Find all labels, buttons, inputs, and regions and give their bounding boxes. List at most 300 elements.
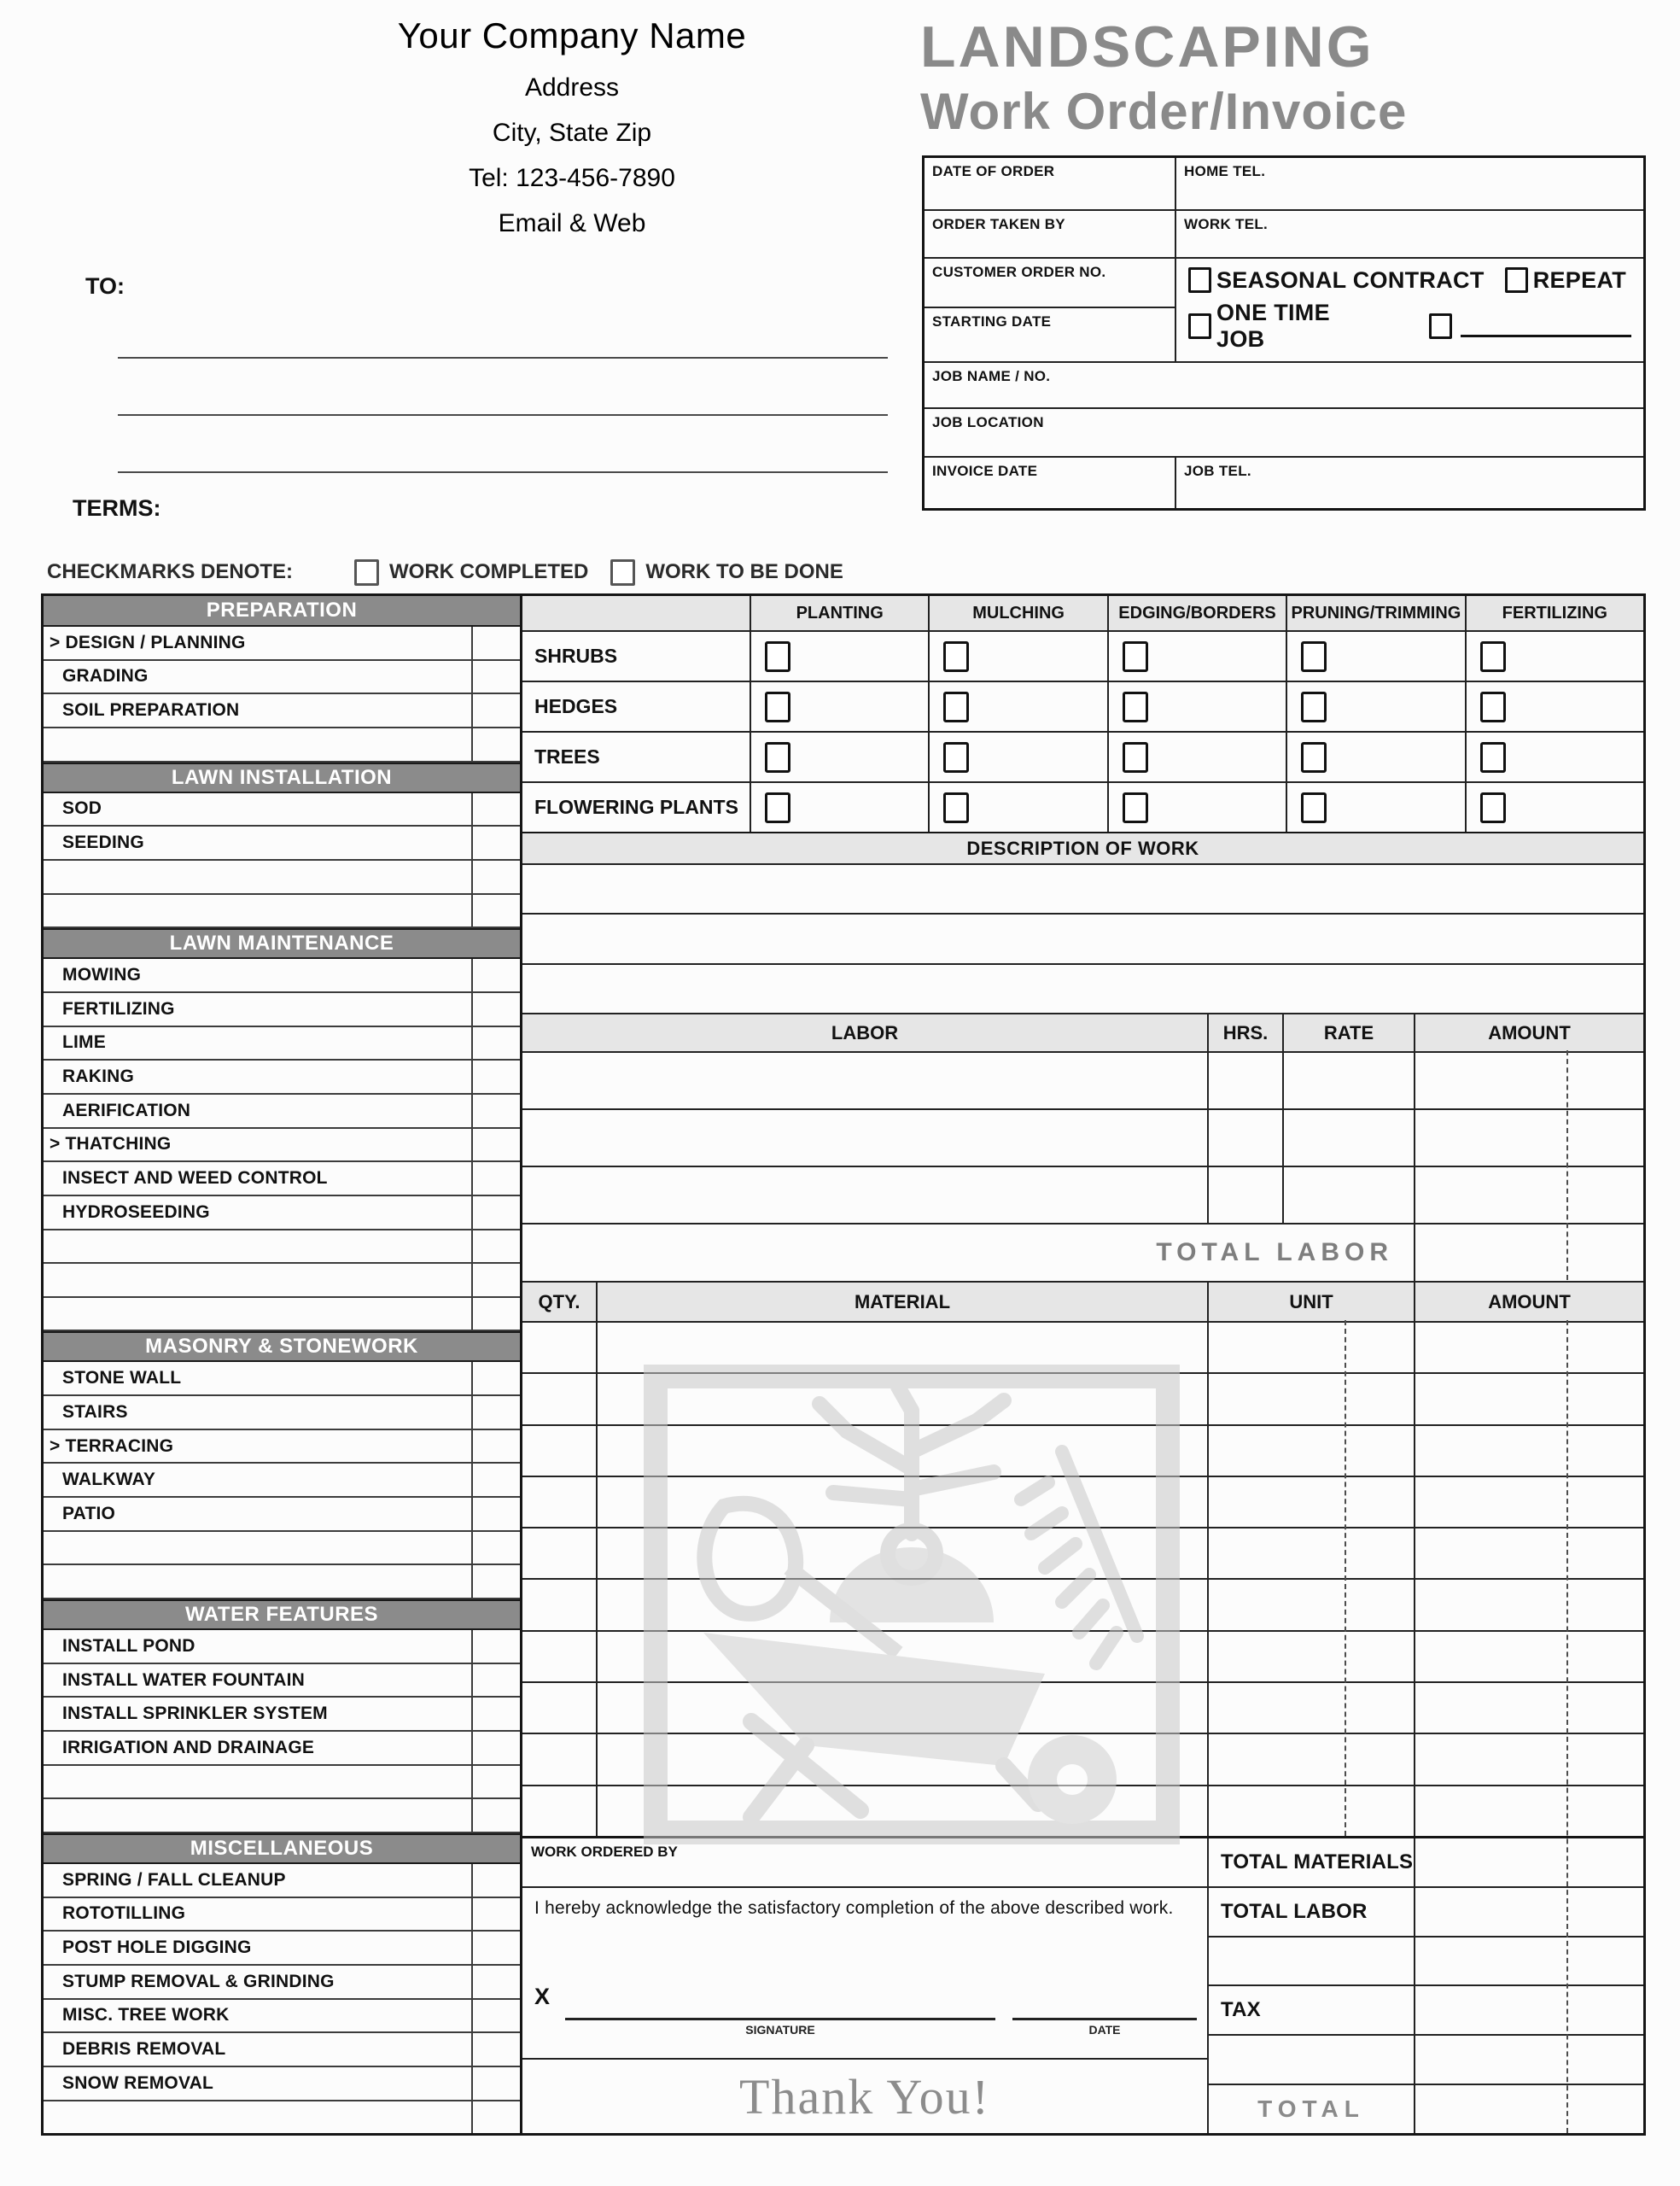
service-item-check-cell[interactable] [471, 1864, 520, 1897]
service-item-label [44, 1565, 471, 1598]
service-item-label [44, 728, 471, 761]
service-item-label: FERTILIZING [62, 998, 175, 1019]
total-label-tax: TAX [1209, 1986, 1415, 2034]
labor-amount-cell[interactable] [1415, 1167, 1643, 1223]
matrix-checkbox-trees-edging-borders[interactable] [1123, 742, 1148, 773]
matrix-row-label: HEDGES [522, 682, 751, 731]
service-item-row [44, 1230, 520, 1265]
hrs-cell[interactable] [1209, 1110, 1284, 1166]
total-labor-row [522, 1225, 1643, 1283]
service-item-label [44, 1298, 471, 1330]
labor-amount-cell[interactable] [1415, 1053, 1643, 1108]
rate-cell[interactable] [1284, 1053, 1415, 1108]
labor-amount-cell[interactable] [1415, 1110, 1643, 1166]
service-item-row [44, 1061, 520, 1095]
service-item-check-cell[interactable] [471, 1264, 520, 1296]
section-header-miscellaneous: MISCELLANEOUS [44, 1833, 520, 1864]
work-to-be-done-checkbox[interactable] [610, 559, 635, 586]
unit-cell[interactable] [1209, 1734, 1415, 1784]
company-name: Your Company Name [397, 15, 747, 56]
job-name-no-field[interactable]: JOB NAME / NO. [932, 367, 1051, 384]
service-item-row [44, 661, 520, 695]
unit-cell[interactable] [1209, 1683, 1415, 1733]
material-amount-cell[interactable] [1415, 1477, 1643, 1527]
service-item-check-cell[interactable] [471, 2067, 520, 2100]
total-labor-label: TOTAL LABOR [1156, 1238, 1393, 1266]
acknowledgment-cell [522, 1888, 1207, 2058]
service-item-row [44, 1630, 520, 1664]
service-item-row [44, 1698, 520, 1732]
material-amount-cell[interactable] [1415, 1426, 1643, 1476]
total-row [1209, 1838, 1643, 1888]
service-item-label: STONE WALL [62, 1368, 182, 1388]
unit-cell[interactable] [1209, 1580, 1415, 1629]
service-item-row [44, 959, 520, 993]
service-item-row [44, 1396, 520, 1430]
matrix-checkbox-hedges-mulching[interactable] [943, 692, 969, 722]
description-row[interactable] [522, 965, 1643, 1014]
service-item-check-cell[interactable] [471, 1396, 520, 1429]
service-item-row [44, 1162, 520, 1196]
matrix-checkbox-hedges-edging-borders[interactable] [1123, 692, 1148, 722]
section-header-masonry-stonework: MASONRY & STONEWORK [44, 1331, 520, 1362]
matrix-cell [930, 733, 1108, 781]
service-item-label [44, 2101, 471, 2134]
service-item-label [44, 1264, 471, 1296]
material-amount-cell[interactable] [1415, 1683, 1643, 1733]
matrix-cell [1109, 783, 1287, 832]
starting-date-field[interactable]: STARTING DATE [932, 313, 1052, 330]
section-header-lawn-maintenance: LAWN MAINTENANCE [44, 928, 520, 959]
matrix-cell [751, 682, 930, 731]
material-amount-cell[interactable] [1415, 1632, 1643, 1681]
company-address: Address [524, 73, 620, 102]
service-item-row [44, 1196, 520, 1230]
labor-header-row [522, 1014, 1643, 1053]
service-item-row [44, 2067, 520, 2101]
one-time-job-checkbox[interactable] [1188, 313, 1211, 339]
job-tel-field[interactable]: JOB TEL. [1184, 462, 1251, 479]
unit-cell[interactable] [1209, 1632, 1415, 1681]
service-item-row [44, 728, 520, 763]
service-item-check-cell[interactable] [471, 1430, 520, 1463]
service-item-label: SOIL PREPARATION [62, 700, 240, 721]
service-item-label: STAIRS [62, 1401, 128, 1422]
service-item-label: WALKWAY [62, 1470, 156, 1490]
total-amount-cell[interactable] [1415, 1888, 1643, 1936]
matrix-checkbox-flowering-plants-mulching[interactable] [943, 792, 969, 823]
material-amount-cell[interactable] [1415, 1528, 1643, 1578]
service-item-check-cell[interactable] [471, 1698, 520, 1730]
service-item-row [44, 895, 520, 929]
service-item-check-cell[interactable] [471, 661, 520, 693]
service-item-check-cell[interactable] [471, 1532, 520, 1564]
matrix-checkbox-flowering-plants-planting[interactable] [765, 792, 790, 823]
service-item-row [44, 861, 520, 895]
service-item-label: > TERRACING [50, 1435, 174, 1456]
hrs-column-header: HRS. [1209, 1014, 1284, 1051]
repeat-checkbox[interactable] [1505, 267, 1528, 293]
service-item-row [44, 2000, 520, 2034]
service-item-label: HYDROSEEDING [62, 1201, 210, 1222]
service-item-check-cell[interactable] [471, 793, 520, 826]
labor-row [522, 1110, 1643, 1167]
total-row [1209, 1888, 1643, 1938]
service-item-row [44, 2101, 520, 2134]
matrix-cell [1467, 733, 1643, 781]
service-item-check-cell[interactable] [471, 861, 520, 893]
matrix-checkbox-hedges-fertilizing[interactable] [1480, 692, 1506, 722]
service-item-label: INSECT AND WEED CONTROL [62, 1168, 328, 1189]
service-item-check-cell[interactable] [471, 1362, 520, 1394]
matrix-checkbox-shrubs-planting[interactable] [765, 641, 790, 672]
service-item-check-cell[interactable] [471, 1898, 520, 1931]
matrix-checkbox-shrubs-edging-borders[interactable] [1123, 641, 1148, 672]
work-tel-field[interactable]: WORK TEL. [1184, 216, 1269, 233]
service-item-check-cell[interactable] [471, 627, 520, 659]
total-label-empty [1209, 1938, 1415, 1985]
service-item-check-cell[interactable] [471, 1129, 520, 1161]
service-item-row [44, 1732, 520, 1766]
unit-cents-dashed-line [1345, 1320, 1346, 1836]
qty-cell[interactable] [522, 1528, 598, 1578]
service-item-label: LIME [62, 1032, 106, 1053]
footer-section [522, 1838, 1643, 2133]
service-item-label: > THATCHING [50, 1134, 172, 1154]
thank-you-message: Thank You! [522, 2058, 1207, 2133]
job-location-field[interactable]: JOB LOCATION [932, 413, 1044, 430]
matrix-cell [1109, 682, 1287, 731]
work-detail-table [520, 593, 1646, 2136]
service-item-row [44, 1664, 520, 1698]
qty-cell[interactable] [522, 1374, 598, 1423]
service-item-label: INSTALL POND [62, 1635, 195, 1656]
total-row [1209, 1986, 1643, 2036]
company-city-state-zip: City, State Zip [492, 119, 652, 147]
to-label: TO: [85, 273, 125, 299]
matrix-cell [930, 682, 1108, 731]
matrix-cell [1467, 632, 1643, 681]
section-header-water-features: WATER FEATURES [44, 1599, 520, 1630]
other-job-type-line[interactable] [1461, 315, 1631, 337]
work-ordered-by-field[interactable]: WORK ORDERED BY [522, 1838, 1207, 1888]
matrix-cell [1287, 682, 1466, 731]
matrix-cell [751, 783, 930, 832]
section-header-lawn-installation: LAWN INSTALLATION [44, 763, 520, 793]
labor-rows [522, 1053, 1643, 1225]
matrix-checkbox-flowering-plants-pruning-trimming[interactable] [1301, 792, 1327, 823]
description-row[interactable] [522, 865, 1643, 915]
other-job-type-checkbox[interactable] [1429, 313, 1452, 339]
total-amount-cell[interactable] [1415, 2085, 1643, 2133]
service-item-label: MISC. TREE WORK [62, 2005, 230, 2025]
amount-cents-dashed-line-labor [1566, 1050, 1568, 1280]
hrs-cell[interactable] [1209, 1167, 1284, 1223]
total-row [1209, 1938, 1643, 1987]
one-time-job-label: ONE TIME JOB [1216, 299, 1330, 352]
matrix-checkbox-trees-planting[interactable] [765, 742, 790, 773]
service-item-check-cell[interactable] [471, 2033, 520, 2066]
service-item-label: SEEDING [62, 833, 144, 853]
service-item-row [44, 1565, 520, 1599]
service-item-label [44, 895, 471, 927]
service-item-check-cell[interactable] [471, 1966, 520, 1998]
service-item-label: > DESIGN / PLANNING [50, 632, 246, 652]
matrix-checkbox-flowering-plants-fertilizing[interactable] [1480, 792, 1506, 823]
title-landscaping: LANDSCAPING [920, 15, 1374, 79]
rate-cell[interactable] [1284, 1110, 1415, 1166]
service-item-check-cell[interactable] [471, 2101, 520, 2134]
unit-cell[interactable] [1209, 1426, 1415, 1476]
total-row [1209, 2036, 1643, 2085]
service-item-label: SOD [62, 798, 102, 819]
home-tel-field[interactable]: HOME TEL. [1184, 163, 1266, 179]
service-item-row [44, 694, 520, 728]
service-item-label: POST HOLE DIGGING [62, 1938, 252, 1958]
service-item-check-cell[interactable] [471, 1464, 520, 1496]
qty-cell[interactable] [522, 1683, 598, 1733]
matrix-checkbox-shrubs-pruning-trimming[interactable] [1301, 641, 1327, 672]
matrix-checkbox-shrubs-mulching[interactable] [943, 641, 969, 672]
unit-cell[interactable] [1209, 1477, 1415, 1527]
labor-cell[interactable] [522, 1110, 1209, 1166]
matrix-checkbox-hedges-pruning-trimming[interactable] [1301, 692, 1327, 722]
totals-column [1209, 1838, 1643, 2133]
service-item-label [44, 861, 471, 893]
service-item-row [44, 793, 520, 827]
matrix-checkbox-trees-pruning-trimming[interactable] [1301, 742, 1327, 773]
matrix-column-header: FERTILIZING [1467, 596, 1643, 630]
total-label-total-labor: TOTAL LABOR [1209, 1888, 1415, 1936]
date-caption: DATE [1088, 2023, 1121, 2037]
qty-cell[interactable] [522, 1477, 598, 1527]
service-item-label: INSTALL SPRINKLER SYSTEM [62, 1704, 328, 1724]
service-item-check-cell[interactable] [471, 1230, 520, 1263]
material-amount-cell[interactable] [1415, 1374, 1643, 1423]
service-item-check-cell[interactable] [471, 959, 520, 991]
service-item-check-cell[interactable] [471, 1732, 520, 1764]
service-item-check-cell[interactable] [471, 1061, 520, 1093]
qty-cell[interactable] [522, 1734, 598, 1784]
matrix-checkbox-hedges-planting[interactable] [765, 692, 790, 722]
matrix-checkbox-trees-fertilizing[interactable] [1480, 742, 1506, 773]
matrix-row [522, 783, 1643, 833]
matrix-cell [1287, 783, 1466, 832]
service-item-check-cell[interactable] [471, 1565, 520, 1598]
service-item-label: PATIO [62, 1503, 116, 1523]
service-item-check-cell[interactable] [471, 2000, 520, 2032]
service-item-check-cell[interactable] [471, 1298, 520, 1330]
service-item-check-cell[interactable] [471, 1498, 520, 1530]
material-amount-cell[interactable] [1415, 1786, 1643, 1836]
matrix-column-header: PRUNING/TRIMMING [1287, 596, 1466, 630]
company-block [205, 15, 939, 246]
acknowledgment-text: I hereby acknowledge the satisfactory completion of the above described work. [534, 1898, 1174, 1918]
matrix-row-label: FLOWERING PLANTS [522, 783, 751, 832]
matrix-row-label: TREES [522, 733, 751, 781]
service-item-check-cell[interactable] [471, 728, 520, 761]
title-work-order-invoice: Work Order/Invoice [920, 83, 1408, 140]
service-item-label: DEBRIS REMOVAL [62, 2039, 226, 2060]
matrix-column-header: EDGING/BORDERS [1109, 596, 1287, 630]
total-label-empty [1209, 2036, 1415, 2084]
unit-cell[interactable] [1209, 1786, 1415, 1836]
service-checklist-table [41, 593, 522, 2136]
material-amount-cell[interactable] [1415, 1580, 1643, 1629]
unit-cell[interactable] [1209, 1323, 1415, 1372]
customer-order-no-field[interactable]: CUSTOMER ORDER NO. [925, 259, 1175, 308]
service-item-row [44, 1766, 520, 1800]
service-item-row [44, 1799, 520, 1833]
qty-cell[interactable] [522, 1786, 598, 1836]
service-item-check-cell[interactable] [471, 895, 520, 927]
seasonal-contract-label: SEASONAL CONTRACT [1216, 266, 1485, 293]
total-amount-cell[interactable] [1415, 1986, 1643, 2034]
service-item-row [44, 1532, 520, 1566]
total-labor-amount-cell[interactable] [1415, 1225, 1643, 1281]
qty-column-header: QTY. [522, 1283, 598, 1321]
service-item-row [44, 1498, 520, 1532]
order-taken-by-field[interactable]: ORDER TAKEN BY [925, 211, 1176, 257]
material-amount-cell[interactable] [1415, 1734, 1643, 1784]
service-item-row [44, 1966, 520, 2000]
work-completed-checkbox[interactable] [354, 559, 379, 586]
service-item-check-cell[interactable] [471, 993, 520, 1026]
matrix-column-header: PLANTING [751, 596, 930, 630]
service-item-check-cell[interactable] [471, 1027, 520, 1060]
service-item-check-cell[interactable] [471, 1932, 520, 1964]
matrix-cell [1467, 682, 1643, 731]
service-item-check-cell[interactable] [471, 1196, 520, 1229]
signature-x-label: X [534, 1984, 551, 2009]
service-item-check-cell[interactable] [471, 1799, 520, 1832]
matrix-cell [1287, 632, 1466, 681]
service-item-row [44, 1864, 520, 1898]
labor-row [522, 1167, 1643, 1225]
service-item-check-cell[interactable] [471, 1664, 520, 1697]
seasonal-contract-checkbox[interactable] [1188, 267, 1211, 293]
service-item-row [44, 993, 520, 1027]
matrix-header-row [522, 596, 1643, 632]
service-item-check-cell[interactable] [471, 1095, 520, 1127]
matrix-body [522, 632, 1643, 833]
invoice-date-field[interactable]: INVOICE DATE [925, 458, 1176, 508]
service-item-label: RAKING [62, 1067, 135, 1087]
rate-cell[interactable] [1284, 1167, 1415, 1223]
matrix-row [522, 632, 1643, 682]
matrix-cell [1287, 733, 1466, 781]
checkmarks-legend [47, 553, 843, 591]
service-item-check-cell[interactable] [471, 1162, 520, 1195]
to-address-line-2[interactable] [118, 414, 888, 416]
service-item-label [44, 1799, 471, 1832]
service-item-label: IRRIGATION AND DRAINAGE [62, 1737, 315, 1757]
service-item-check-cell[interactable] [471, 694, 520, 727]
unit-column-header: UNIT [1209, 1283, 1415, 1321]
matrix-row [522, 682, 1643, 733]
landscaping-logo-watermark [642, 1363, 1181, 1846]
matrix-row [522, 733, 1643, 783]
labor-column-header: LABOR [522, 1014, 1209, 1051]
service-item-row [44, 827, 520, 861]
document-title [920, 14, 1407, 141]
matrix-corner-cell [522, 596, 751, 630]
signature-date-line[interactable] [1012, 2018, 1197, 2020]
qty-cell[interactable] [522, 1323, 598, 1372]
total-amount-cell[interactable] [1415, 1938, 1643, 1985]
total-label-total-materials: TOTAL MATERIALS [1209, 1838, 1415, 1886]
description-rows [522, 865, 1643, 1014]
signature-line[interactable] [565, 2018, 995, 2020]
service-item-check-cell[interactable] [471, 1766, 520, 1798]
total-label-total: TOTAL [1209, 2085, 1415, 2133]
service-item-label: SNOW REMOVAL [62, 2072, 214, 2093]
service-item-label: STUMP REMOVAL & GRINDING [62, 1971, 335, 1991]
service-item-row [44, 1298, 520, 1332]
service-item-row [44, 627, 520, 661]
matrix-checkbox-shrubs-fertilizing[interactable] [1480, 641, 1506, 672]
qty-cell[interactable] [522, 1580, 598, 1629]
order-info-box [922, 155, 1646, 511]
date-of-order-field[interactable]: DATE OF ORDER [925, 158, 1176, 209]
service-item-check-cell[interactable] [471, 827, 520, 859]
section-header-preparation: PREPARATION [44, 596, 520, 627]
service-item-label [44, 1532, 471, 1564]
matrix-row-label: SHRUBS [522, 632, 751, 681]
service-item-label [44, 1230, 471, 1263]
material-column-header: MATERIAL [598, 1283, 1209, 1321]
service-item-label: GRADING [62, 666, 149, 687]
service-item-label [44, 1766, 471, 1798]
qty-cell[interactable] [522, 1632, 598, 1681]
matrix-cell [751, 632, 930, 681]
service-item-label: INSTALL WATER FOUNTAIN [62, 1669, 305, 1690]
matrix-checkbox-trees-mulching[interactable] [943, 742, 969, 773]
service-item-label: MOWING [62, 965, 142, 985]
to-address-line-3[interactable] [118, 471, 888, 473]
labor-cell[interactable] [522, 1053, 1209, 1108]
terms-label: TERMS: [73, 495, 161, 521]
service-item-row [44, 1932, 520, 1966]
matrix-cell [1109, 733, 1287, 781]
material-amount-column-header: AMOUNT [1415, 1283, 1643, 1321]
to-address-line-1[interactable] [118, 357, 888, 359]
amount-cents-dashed-line-lower [1566, 1320, 1568, 2133]
matrix-cell [930, 632, 1108, 681]
service-item-check-cell[interactable] [471, 1630, 520, 1663]
description-row[interactable] [522, 915, 1643, 964]
matrix-cell [1467, 783, 1643, 832]
checkmarks-denote-label: CHECKMARKS DENOTE: [47, 560, 293, 583]
hrs-cell[interactable] [1209, 1053, 1284, 1108]
unit-cell[interactable] [1209, 1528, 1415, 1578]
matrix-checkbox-flowering-plants-edging-borders[interactable] [1123, 792, 1148, 823]
labor-cell[interactable] [522, 1167, 1209, 1223]
material-amount-cell[interactable] [1415, 1323, 1643, 1372]
unit-cell[interactable] [1209, 1374, 1415, 1423]
service-item-label: ROTOTILLING [62, 1903, 186, 1924]
qty-cell[interactable] [522, 1426, 598, 1476]
matrix-cell [751, 733, 930, 781]
signature-caption: SIGNATURE [745, 2023, 815, 2037]
total-amount-cell[interactable] [1415, 1838, 1643, 1886]
amount-column-header: AMOUNT [1415, 1014, 1643, 1051]
total-amount-cell[interactable] [1415, 2036, 1643, 2084]
service-item-label: SPRING / FALL CLEANUP [62, 1869, 286, 1890]
total-labor-label-cell [522, 1225, 1415, 1281]
service-item-row [44, 1362, 520, 1396]
repeat-label: REPEAT [1532, 266, 1626, 293]
